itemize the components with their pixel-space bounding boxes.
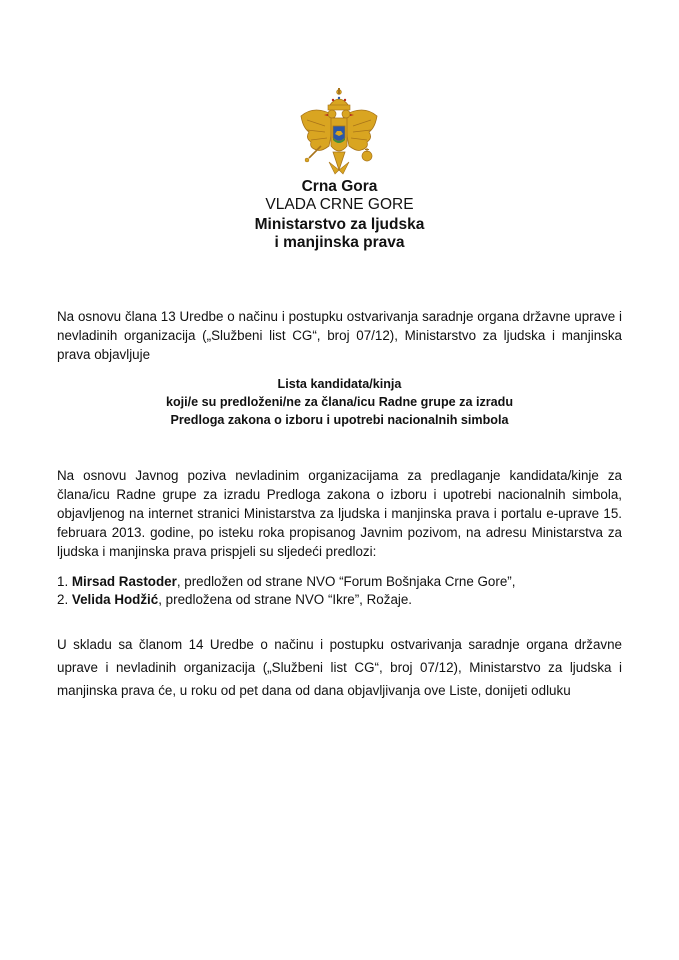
candidate-detail: , predložen od strane NVO “Forum Bošnjaka Crne Gore”, bbox=[176, 574, 516, 589]
intro-paragraph: Na osnovu člana 13 Uredbe o načinu i postupku ostvarivanja saradnje organa državne uprave i nevladinih organizacija („Službeni list CG“, broj 07/12), Ministarstvo za ljudska i manjinska prava objavljuje bbox=[57, 309, 622, 362]
ministry-name-line1: Ministarstvo za ljudska bbox=[254, 216, 425, 233]
list-item bbox=[57, 573, 622, 591]
crown-icon bbox=[328, 88, 350, 110]
candidate-name: Mirsad Rastoder bbox=[71, 574, 177, 589]
candidate-detail: , predložena od strane NVO “Ikre”, Rožaje. bbox=[158, 592, 413, 607]
country-name: Crna Gora bbox=[301, 178, 378, 195]
title-line3: Predloga zakona o izboru i upotrebi nacionalnih simbola bbox=[170, 413, 509, 427]
candidate-list bbox=[57, 573, 622, 609]
government-name: VLADA CRNE GORE bbox=[265, 196, 414, 213]
ministry-name-line2: i manjinska prava bbox=[274, 234, 405, 251]
document-title bbox=[0, 375, 679, 429]
shield-icon bbox=[333, 126, 345, 143]
list-item bbox=[57, 591, 622, 609]
title-line2: koji/e su predloženi/ne za člana/icu Radne grupe za izradu bbox=[165, 395, 514, 409]
list-item-number: 1. bbox=[57, 574, 69, 589]
coat-of-arms-emblem bbox=[295, 86, 383, 178]
orb-icon bbox=[362, 148, 372, 161]
list-item-number: 2. bbox=[57, 592, 69, 607]
closing-paragraph: U skladu sa članom 14 Uredbe o načinu i postupku ostvarivanja saradnje organa državne uprave i nevladinih organizacija („Službeni list CG“, broj 07/12), Ministarstvo za ljudska i manjinska prava će, u roku od pet dana od dana objavljivanja ove Liste, donijeti odluku bbox=[57, 637, 622, 698]
body-paragraph: Na osnovu Javnog poziva nevladinim organizacijama za predlaganje kandidata/kinje za člana/icu Radne grupe za izradu Predloga zakona o izboru i upotrebi nacionalnih simbola, objavljenog na internet stranici Ministarstva za ljudska i manjinska prava i portalu e-uprave 15. februara 2013. godine, po isteku roka propisanog Javnim pozivom, na adresu Ministarstva za ljudska i manjinska prava prispjeli su sljedeći predlozi: bbox=[57, 468, 622, 559]
title-line1: Lista kandidata/kinja bbox=[277, 377, 402, 391]
candidate-name: Velida Hodžić bbox=[71, 592, 159, 607]
